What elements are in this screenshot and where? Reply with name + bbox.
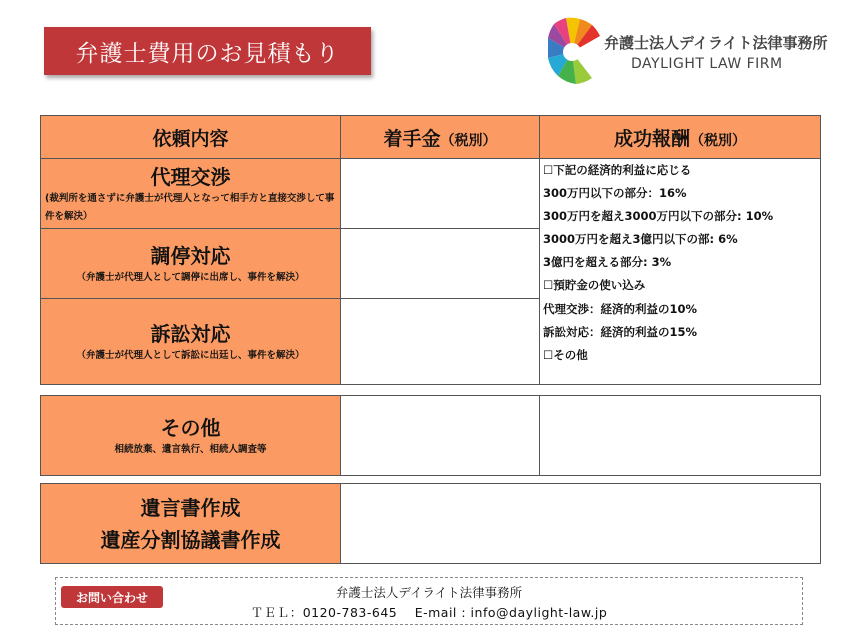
row-other <box>41 396 341 476</box>
header-success-fee: 成功報酬（税別） <box>540 116 821 159</box>
row-desc: 相続放棄、遺言執行、相続人調査等 <box>114 443 267 455</box>
row-desc: （弁護士が代理人として調停に出席し、事件を解決） <box>76 271 305 283</box>
fee-cell-will <box>341 484 821 564</box>
header-retainer: 着手金（税別） <box>341 116 540 159</box>
row-negotiation <box>41 159 341 229</box>
row-mediation <box>41 229 341 299</box>
contact-badge: お問い合わせ <box>61 586 163 608</box>
other-table <box>40 395 821 476</box>
fee-line: ☐預貯金の使い込み <box>543 278 646 293</box>
row-litigation <box>41 299 341 385</box>
fee-line: ☐その他 <box>543 347 588 362</box>
logo-mark <box>548 14 600 86</box>
row-will <box>41 484 341 564</box>
contact-box <box>55 577 803 625</box>
retainer-cell-litigation <box>341 299 540 385</box>
will-table <box>40 483 821 564</box>
retainer-cell-mediation <box>341 229 540 299</box>
fee-line: 3000万円を超え3億円以下の部: 6% <box>543 232 738 247</box>
success-cell-other <box>540 396 821 476</box>
fee-line: 300万円を超え3000万円以下の部分: 10% <box>543 209 774 224</box>
page-title: 弁護士費用のお見積もり <box>44 27 371 75</box>
contact-tel-email: ＴＥＬ：0120-783-645 E-mail : info@daylight-law.jp <box>250 605 608 620</box>
logo-name-en: DAYLIGHT LAW FIRM <box>631 56 783 72</box>
firm-logo <box>548 14 828 86</box>
fee-line: 3億円を超える部分: 3% <box>543 255 672 270</box>
fee-line: 代理交渉：経済的利益の10% <box>543 301 698 316</box>
row-title: 訴訟対応 <box>150 321 231 346</box>
fee-line: ☐下記の経済的利益に応じる <box>543 163 692 177</box>
will-line-1: 遺言書作成 <box>140 495 241 520</box>
contact-firm-name: 弁護士法人デイライト法律事務所 <box>335 585 523 600</box>
row-desc: （弁護士が代理人として訴訟に出廷し、事件を解決） <box>76 349 305 361</box>
logo-name-jp: 弁護士法人デイライト法律事務所 <box>604 34 828 52</box>
row-title: その他 <box>160 415 221 440</box>
success-fee-details <box>540 159 821 385</box>
retainer-cell-negotiation <box>341 159 540 229</box>
row-desc: (裁判所を通さずに弁護士が代理人となって相手方と直接交渉して事件を解決） <box>45 192 335 222</box>
row-title: 調停対応 <box>150 243 231 268</box>
header-request: 依頼内容 <box>41 116 341 159</box>
will-line-2: 遺産分割協議書作成 <box>100 527 281 552</box>
fee-table <box>40 115 821 385</box>
row-title: 代理交渉 <box>150 164 231 189</box>
retainer-cell-other <box>341 396 540 476</box>
fee-line: 訴訟対応：経済的利益の15% <box>543 324 698 339</box>
fee-line: 300万円以下の部分：16% <box>543 186 687 201</box>
